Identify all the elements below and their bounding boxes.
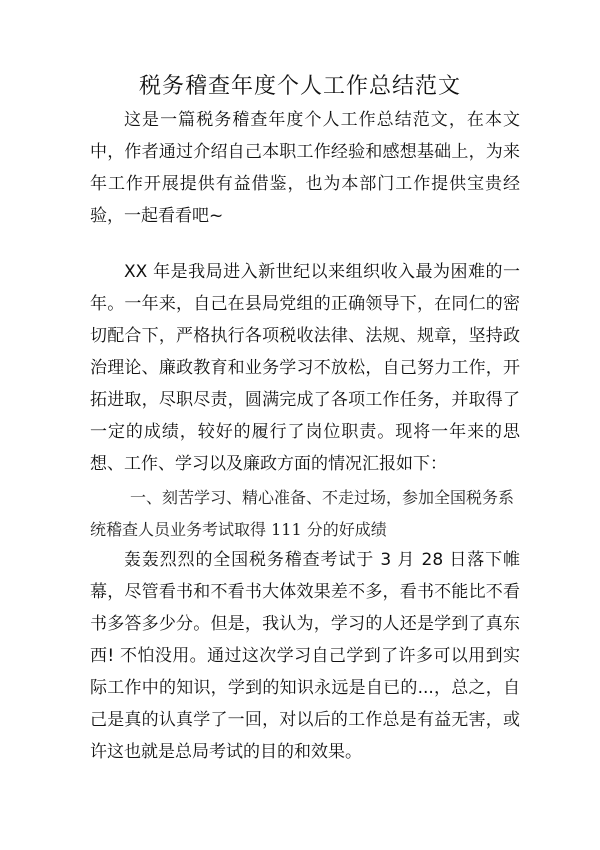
document-title: 税务稽查年度个人工作总结范文 (138, 74, 461, 99)
body-paragraph-2: 轰轰烈烈的全国税务稽查考试于 3 月 28 日落下帷幕，尽管看书和不看书大体效果差不多，看书不能比不看书多答多少分。但是，我认为，学习的人还是学到了真东西! 不怕没用。通过这次学习自己学到了许多可以用到实际工作中的知识，学到的知识永远是自已的...，总之，自己是真的认真学了一回，对以后的工作总是有益无害，或许这也就是总局考试的目的和效果。 (90, 550, 520, 762)
intro-paragraph: 这是一篇税务稽查年度个人工作总结范文，在本文中，作者通过介绍自己本职工作经验和感想基础上，为来年工作开展提供有益借鉴，也为本部门工作提供宝贵经验，一起看看吧~ (90, 110, 520, 226)
body-paragraph-1: XX 年是我局进入新世纪以来组织收入最为困难的一年。一年来，自己在县局党组的正确领导下，在同仁的密切配合下，严格执行各项税收法律、法规、规章，坚持政治理论、廉政教育和业务学习不放松，自己努力工作，开拓进取，尽职尽责，圆满完成了各项工作任务，并取得了一定的成绩，较好的履行了岗位职责。现将一年来的思想、工作、学习以及廉政方面的情况汇报如下： (90, 262, 520, 474)
section-heading-1: 一、刻苦学习、精心准备、不走过场，参加全国税务系统稽查人员业务考试取得 111 分的好成绩 (90, 488, 515, 539)
